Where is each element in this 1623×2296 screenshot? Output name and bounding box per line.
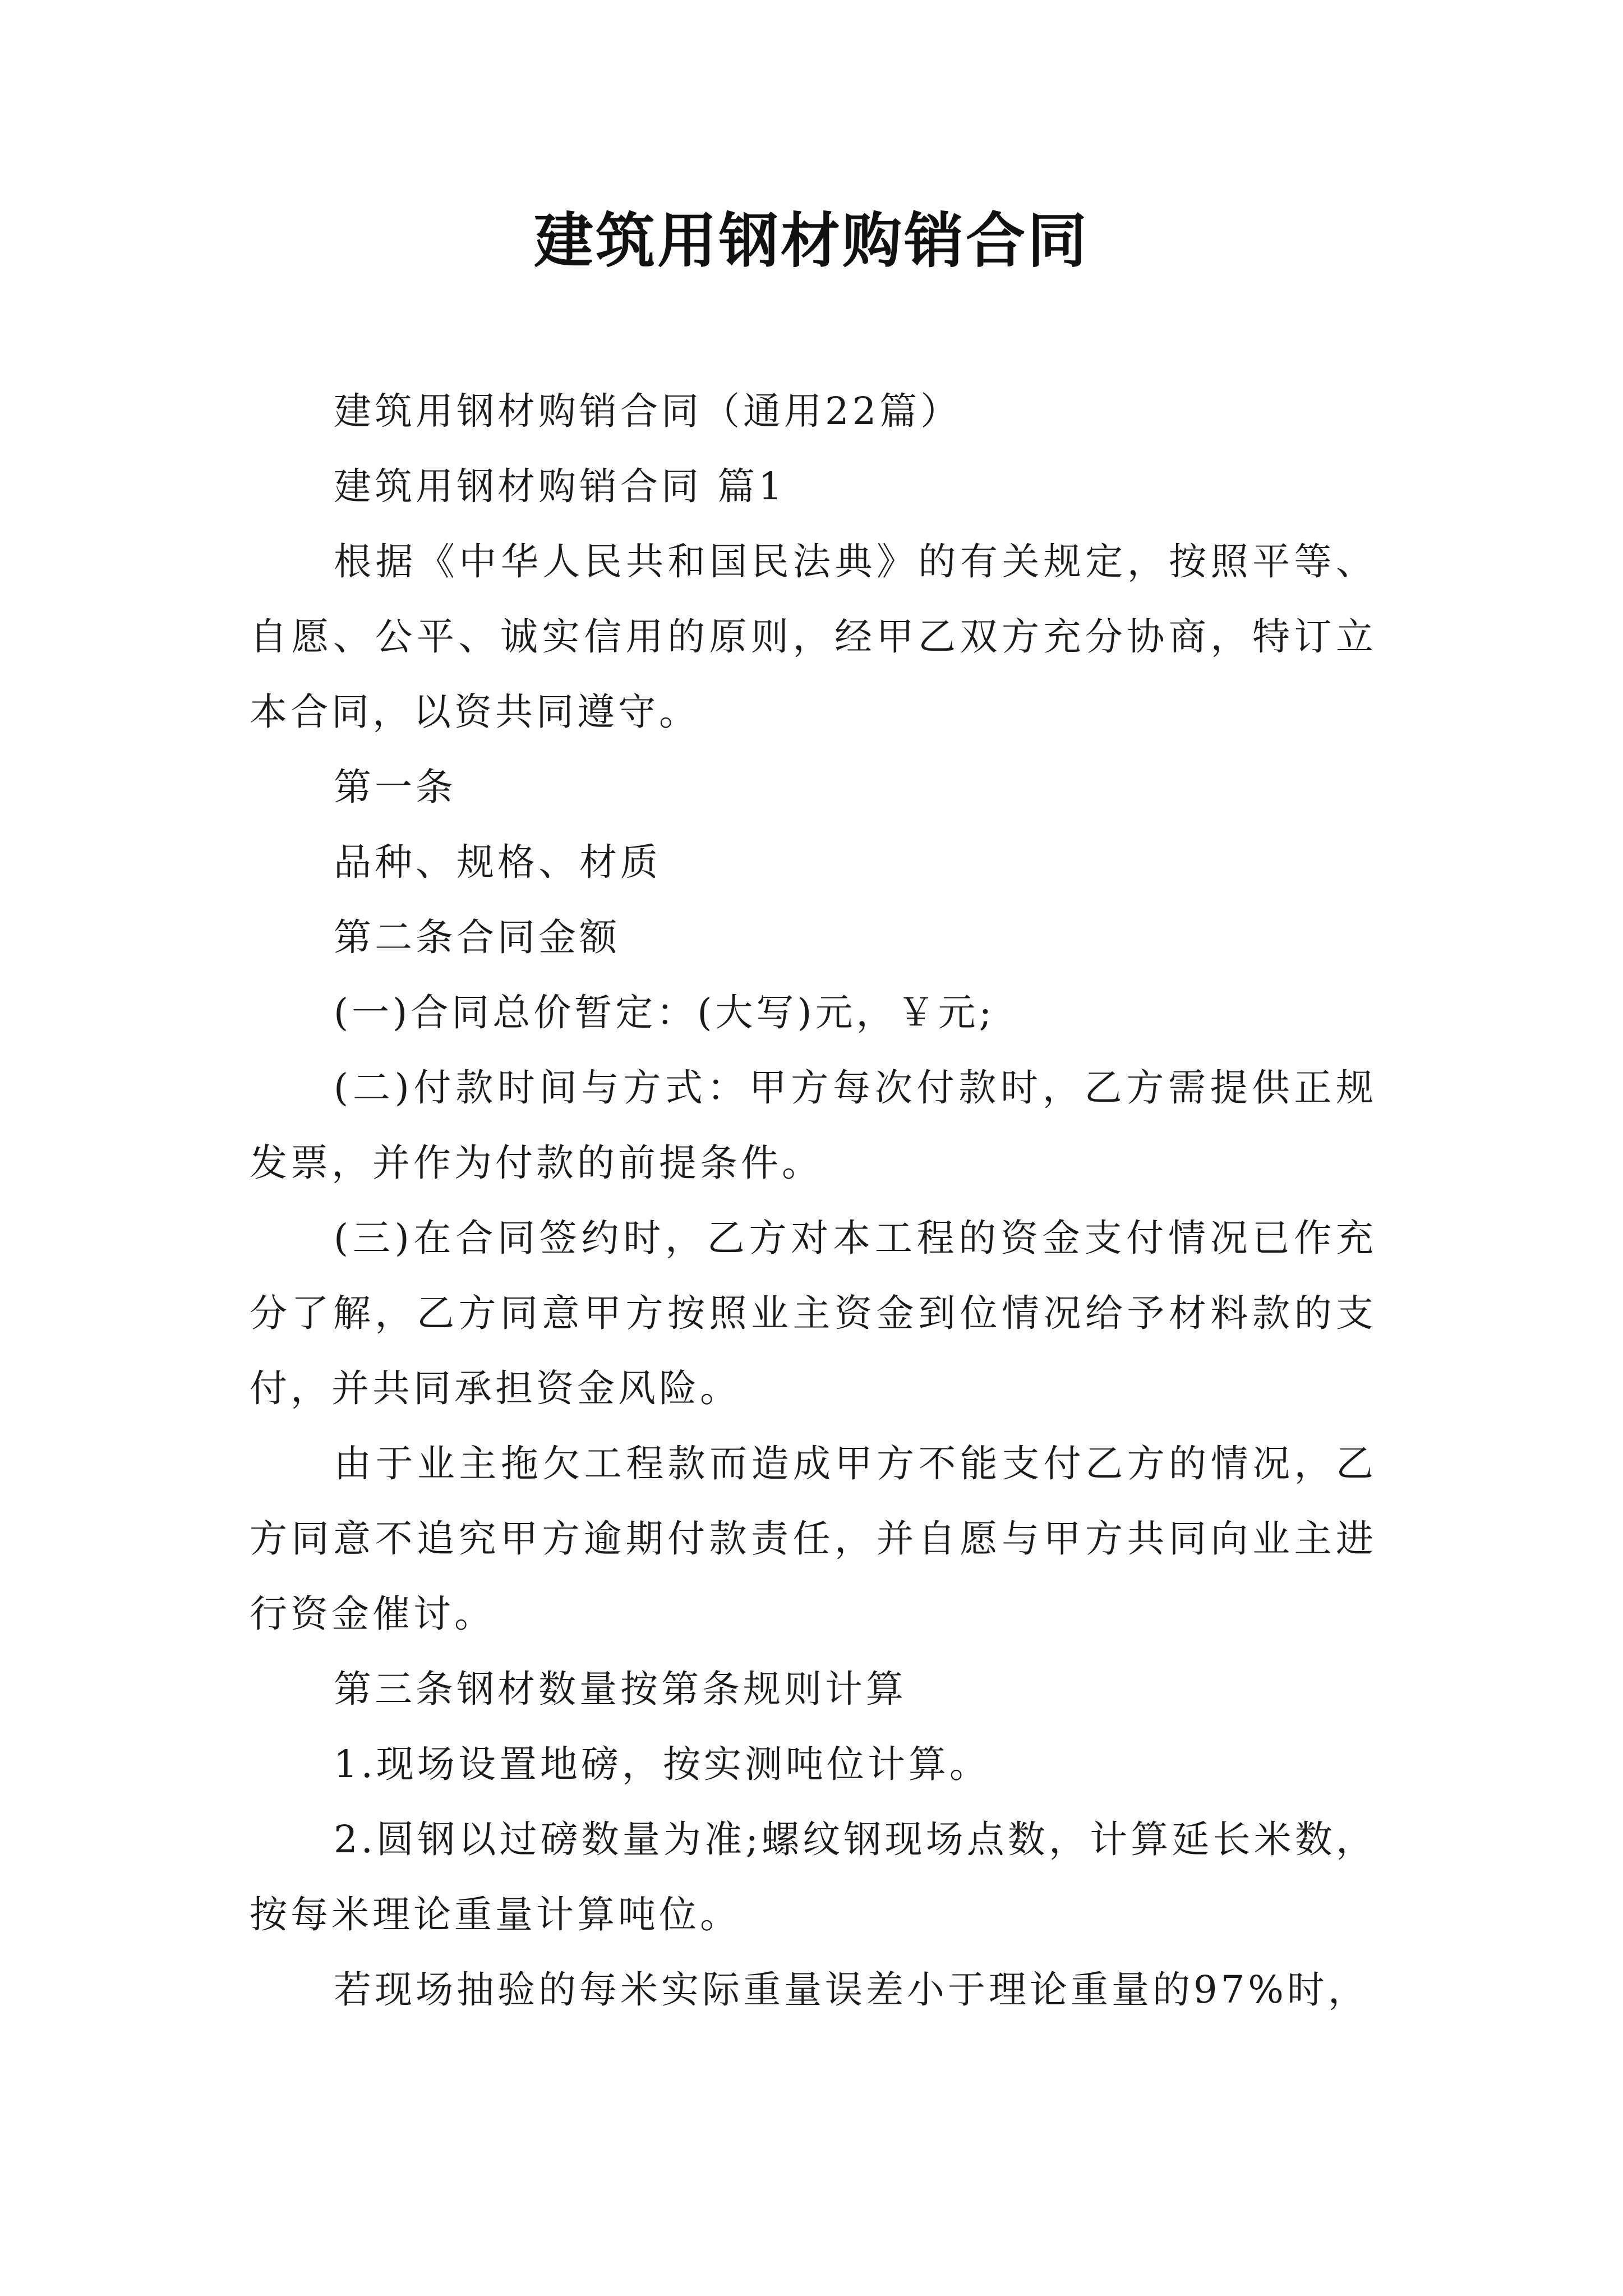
document-body [250,374,1377,2027]
paragraph-article-1: 第一条 [334,765,457,809]
paragraph: 由于业主拖欠工程款而造成甲方不能支付乙方的情况，乙方同意不追究甲方逾期付款责任，并自愿与甲方共同向业主进行资金催讨。 [250,1442,1377,1636]
paragraph-heading: 建筑用钢材购销合同（通用22篇） [334,389,962,433]
paragraph-article-3: 第三条钢材数量按第条规则计算 [334,1667,907,1711]
document-title: 建筑用钢材购销合同 [534,206,1089,275]
paragraph: 1.现场设置地磅，按实测吨位计算。 [334,1742,990,1786]
paragraph: 根据《中华人民共和国民法典》的有关规定，按照平等、自愿、公平、诚实信用的原则，经甲乙双方充分协商，特订立本合同，以资共同遵守。 [250,540,1377,734]
paragraph-article-2: 第二条合同金额 [334,915,620,959]
paragraph: 品种、规格、材质 [334,840,661,884]
paragraph: (三)在合同签约时，乙方对本工程的资金支付情况已作充分了解，乙方同意甲方按照业主资金到位情况给予材料款的支付，并共同承担资金风险。 [250,1216,1377,1410]
paragraph: (一)合同总价暂定：(大写)元，￥元; [334,991,995,1034]
paragraph: 2.圆钢以过磅数量为准;螺纹钢现场点数，计算延长米数，按每米理论重量计算吨位。 [250,1818,1377,1936]
paragraph: 若现场抽验的每米实际重量误差小于理论重量的97%时， [334,1968,1369,2012]
paragraph: (二)付款时间与方式：甲方每次付款时，乙方需提供正规发票，并作为付款的前提条件。 [250,1066,1377,1185]
paragraph-section-title: 建筑用钢材购销合同 篇1 [334,464,786,508]
